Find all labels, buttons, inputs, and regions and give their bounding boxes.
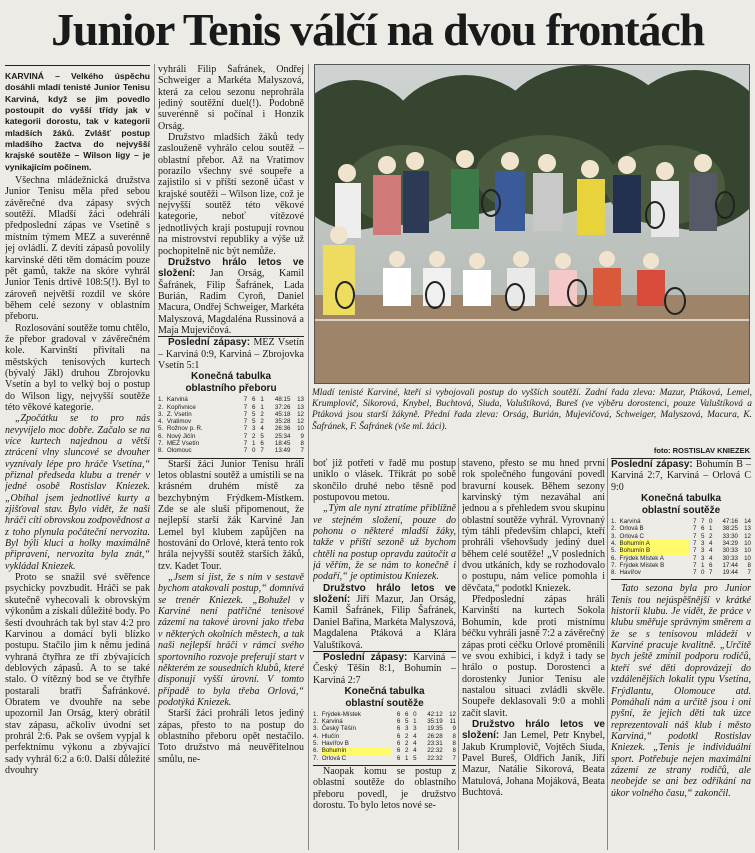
table-cell: 7. (611, 561, 617, 569)
table-row (158, 411, 304, 418)
table-cell: 6 (708, 561, 713, 569)
table-row (158, 447, 304, 454)
table-row (158, 418, 304, 425)
table-cell: 2. (158, 403, 164, 411)
roster-paragraph (462, 719, 605, 798)
paragraph: Proto se snažil své svěřence psychicky povzbudit. Hráči se pak skutečně vyhecovali k obrovským výkonům a získali důležité body. Po šesti dvouhrách tak byl stav 4:2 pro Karvinou a domácí byli blízko postupu. Stačilo jim k němu jediná vyhraná čtyřhra ze tří zbývajících deblových zápasů. A to se také stalo. O vítězný bod se ve čtyřhře postarali bratři Šafránkové. Obratem ve dvouhře na sebe upozornil Jan Orság, který obrátil stav zápasu, ačkoliv úvodní set prohrál 2:6. Pak se ovšem vypjal k perfektnímu výkonu a zbývající sady vyhrál 6:2 a 6:0. Další důležité dvouhry (5, 572, 150, 776)
table-cell: 34:29 (722, 539, 738, 547)
table-cell: 1 (260, 396, 264, 404)
table-row (611, 540, 751, 547)
results-box (158, 336, 304, 458)
table-cell: 4 (708, 554, 713, 562)
table-cell: 18:45 (274, 440, 291, 448)
team-cell: Karviná (321, 718, 343, 726)
table-cell: 1 (413, 718, 417, 726)
paragraph: Naopak komu se postup z oblastní soutěže do oblastního přeboru povedl, je družstvo dorostu. To bylo letos nové se- (313, 765, 456, 811)
table-cell: 3. (158, 410, 164, 418)
table-cell: 14 (744, 518, 751, 526)
table-cell: 2 (708, 532, 713, 540)
table-cell: 2 (405, 732, 409, 740)
team-cell: Bohumín B (619, 547, 689, 554)
table-cell: 45:18 (274, 410, 291, 418)
table-cell: 6. (313, 747, 319, 755)
table-cell: 33:30 (722, 532, 738, 540)
table-cell: 4. (611, 539, 617, 547)
table-cell: 7 (701, 518, 705, 526)
photo-caption: Mladí tenisté Karviné, kteří si vybojovali postup do vyšších soutěží. Zadní řada zleva: Mazur, Ptáková, Lemel, Krumplovič, Sikorová, Knybel, Buchtová, Siuda, Valuštíková, Bureš (ve výběru dorostenci, pouze Valuštíková a Ptáková jsou starší žákyně. Přední řada zleva: Orság, Burián, Mujevičová, Schweiger, Malyszová, Macura, K. Šafránek, F. Šafránek (vše ml. žáci). (312, 388, 752, 432)
table-cell: 8. (611, 569, 617, 577)
table-row (611, 525, 751, 532)
table-cell: 12 (297, 418, 304, 426)
table-row (158, 396, 304, 403)
table-cell: 26:28 (427, 732, 443, 740)
roster-text: Jiří Mazur, Jan Orság, Kamil Šafránek, Filip Šafránek, Daniel Bařina, Markéta Malyszová, Magdalena Ptáková a Klára Valuštíková. (313, 594, 456, 651)
table-cell: 7 (452, 754, 456, 762)
table-cell: 13:49 (274, 447, 291, 455)
team-cell: Havířov B (321, 740, 349, 748)
table-row (313, 718, 456, 725)
table-cell: 13 (297, 396, 304, 404)
table-cell: 6 (396, 710, 401, 718)
table-title: Konečná tabulka (640, 493, 722, 505)
table-cell: 7 (708, 569, 713, 577)
table-row (158, 440, 304, 447)
table-cell: 2 (260, 418, 264, 426)
table-cell: 4 (708, 547, 713, 555)
table-cell: 7 (693, 569, 697, 577)
table-cell: 2 (260, 410, 264, 418)
matches-paragraph (313, 652, 456, 686)
table-cell: 7 (693, 518, 697, 526)
column-divider (607, 458, 608, 850)
table-cell: 6 (396, 754, 401, 762)
table-cell: 19:35 (427, 725, 443, 733)
quote-paragraph: „Tým ale nyní ztratíme přiblížně ve stejném složení, pouze do pohonu o některé mladší žáky, takže v příští sezoně už bychom chtěli na postup opravdu zaútočit a já věřím, že se nám to konečně i podaří,“ je optimistou Kniezek. (313, 503, 456, 583)
table-cell: 42:12 (427, 710, 443, 718)
team-cell: Český Těšín (321, 725, 356, 733)
table-cell: 12 (297, 410, 304, 418)
column-1 (5, 64, 150, 850)
column-divider (458, 458, 459, 850)
table-row (611, 555, 751, 562)
team-cell: Vratimov (166, 418, 192, 426)
paragraph: Předposlední zápas hráli Karvinští na kurtech Sokola Bohumín, kde proti místnímu béčku vyhráli jasně 7:2 a závěrečný zápas proti céčku Orlové proměnili ve svou exhibici, i když i tady se hrálo o postup. Dorostenci a dorostenky Junior Tenisu ale nastalou situaci zvládli skvěle. Soupeře deklasovali 9:0 a mohli začít slavit. (462, 594, 605, 719)
table-cell: 2 (405, 747, 409, 755)
team-cell: Z. Vsetín (166, 410, 192, 418)
table-cell: 7 (243, 403, 248, 411)
team-cell: Havířov (619, 569, 641, 577)
table-cell: 7. (313, 754, 319, 762)
table-title: Konečná tabulka (190, 371, 272, 383)
column-divider (308, 64, 309, 850)
table-cell: 26:36 (274, 425, 291, 433)
paragraph: vyhráli Filip Šafránek, Ondřej Schweiger a Markéta Malyszová, která za celou sezonu neprohrála jediný soutěžní duel(!). Podobně suverénně si počínal i Honzik Orság. (158, 64, 304, 132)
paragraph: boť již potřetí v řadě mu postup uniklo o vlásek. Třikrát po sobě skončilo druhé nebo těsně pod postupovou metou. (313, 458, 456, 504)
team-cell: Hlučín (321, 732, 340, 740)
team-cell: Orlová B (619, 525, 644, 533)
table-cell: 7 (693, 532, 697, 540)
table-cell: 12 (449, 710, 456, 718)
table-cell: 0 (701, 569, 705, 577)
table-cell: 7 (243, 418, 248, 426)
table-row (313, 747, 456, 754)
matches-text: Bohumín B – Karviná 2:7, Karviná – Orlová C 9:0 (611, 459, 751, 493)
table-row (158, 433, 304, 440)
table-cell: 3 (252, 425, 256, 433)
table-cell: 7 (747, 569, 751, 577)
table-cell: 10 (297, 425, 304, 433)
table-cell: 6 (405, 710, 409, 718)
table-cell: 13 (744, 525, 751, 533)
matches-text: MEZ Vsetín – Karviná 0:9, Karviná – Zbrojovka Vsetín 5:1 (158, 337, 304, 371)
team-cell: Frýdek Místek A (619, 554, 664, 562)
table-row (611, 518, 751, 525)
table-row (611, 547, 751, 554)
table-cell: 3 (701, 547, 705, 555)
table-cell: 4 (413, 740, 417, 748)
table-cell: 1 (405, 754, 409, 762)
table-cell: 4 (708, 539, 713, 547)
table-cell: 7 (243, 396, 248, 404)
table-cell: 7 (693, 561, 697, 569)
table-cell: 6 (396, 740, 401, 748)
table-cell: 6 (252, 403, 256, 411)
table-cell: 9 (300, 432, 304, 440)
table-cell: 6 (396, 725, 401, 733)
table-cell: 8 (747, 561, 751, 569)
table-cell: 5. (158, 425, 164, 433)
table-cell: 6. (611, 554, 617, 562)
table-cell: 5 (260, 432, 264, 440)
table-cell: 12 (744, 532, 751, 540)
team-cell: Orlová C (321, 754, 347, 762)
table-row (313, 725, 456, 732)
paragraph: Starší žáci Junior Tenisu hráli letos oblastní soutěž a umístili se na krásném druhém místě za bezchybným Frýdkem-Místkem. Zde se ale sluší připomenout, že nejlepší starší žák Karviné Jan Lemel byl klubem zapůjčen na hostování do Orlové, která tento rok hrála nejvyšší soutěž starších žáků, tzv. Kadet Tour. (158, 458, 304, 572)
table-cell: 8 (452, 740, 456, 748)
table-subtitle: oblastního přeboru (185, 383, 277, 395)
table-cell: 2 (405, 740, 409, 748)
table-cell: 3 (413, 725, 417, 733)
table-cell: 13 (297, 403, 304, 411)
column-5 (611, 458, 751, 850)
paragraph: Starší žáci prohráli letos jediný zápas, přesto to na postup do oblastního přeboru opět nestačilo. Toto družstvo má neuvěřitelnou smůlu, ne- (158, 708, 304, 765)
table-cell: 7 (243, 425, 248, 433)
table-cell: 5 (701, 532, 705, 540)
matches-label: Poslední zápasy: (168, 337, 251, 349)
table-cell: 22:32 (427, 747, 443, 755)
table-cell: 25:34 (274, 432, 291, 440)
standings-table (611, 518, 751, 576)
table-cell: 0 (708, 518, 713, 526)
table-row (158, 425, 304, 432)
table-cell: 11 (449, 718, 456, 726)
team-cell: MEZ Vsetín (166, 440, 200, 448)
table-cell: 7 (300, 447, 304, 455)
table-cell: 9 (452, 725, 456, 733)
team-cell: Karviná (166, 396, 188, 404)
table-cell: 4 (413, 747, 417, 755)
roster-text: Jan Lemel, Petr Knybel, Jakub Krumplovič, Vojtěch Siuda, Pavel Bureš, Oldřich Janík, Jiří Mazur, Natálie Sikorová, Beata Matulová, Johana Mojáková, Beata Buchtová. (462, 730, 605, 798)
table-cell: 1 (701, 561, 705, 569)
matches-paragraph (611, 459, 751, 493)
roster-paragraph (158, 257, 304, 336)
matches-label: Poslední zápasy: (611, 459, 693, 470)
table-cell: 2. (313, 718, 319, 726)
table-cell: 30:33 (722, 554, 738, 562)
table-cell: 2. (611, 525, 617, 533)
table-cell: 4 (413, 732, 417, 740)
table-cell: 4. (313, 732, 319, 740)
table-cell: 3 (405, 725, 409, 733)
table-cell: 7 (243, 432, 248, 440)
table-row (158, 404, 304, 411)
matches-text: Karviná – Český Těšín 8:1, Bohumín – Karviná 2:7 (313, 651, 456, 686)
table-cell: 1. (313, 710, 319, 718)
table-row (313, 740, 456, 747)
table-cell: 0 (413, 710, 417, 718)
team-cell: Rožnov p. R. (166, 425, 203, 433)
roster-label: Družstvo hrálo letos ve složení: (313, 582, 456, 606)
table-cell: 23:31 (427, 740, 443, 748)
table-cell: 7 (693, 539, 697, 547)
roster-label: Družstvo hrálo letos ve složení: (462, 718, 605, 742)
team-cell: Karviná (619, 518, 641, 526)
table-cell: 1 (708, 525, 713, 533)
table-cell: 48:15 (274, 396, 291, 404)
table-cell: 1. (611, 518, 617, 526)
table-cell: 37:26 (274, 403, 291, 411)
lead-paragraph: KARVINÁ – Velkého úspěchu dosáhli mladí tenisté Junior Tenisu Karviná, když se jim povedlo postoupit do vyšší třídy jak v kategorii dorostu, tak v kategorii mladších žáků. Zvlášť postup mladšího žactva do nejvyšší krajské soutěže – Wilson ligy – je vynikajícím počinem. (5, 71, 150, 172)
table-cell: 19:44 (722, 569, 738, 577)
standings-table (158, 396, 304, 454)
table-cell: 4. (158, 418, 164, 426)
table-cell: 8 (452, 732, 456, 740)
table-title: Konečná tabulka (344, 685, 425, 697)
roster-paragraph (313, 583, 456, 651)
table-row (313, 755, 456, 762)
table-subtitle: oblastní soutěže (641, 505, 721, 517)
table-row (611, 562, 751, 569)
table-cell: 7 (693, 554, 697, 562)
table-cell: 5. (611, 547, 617, 555)
table-cell: 17:44 (722, 561, 738, 569)
table-cell: 7 (693, 525, 697, 533)
table-cell: 35:28 (274, 418, 291, 426)
table-cell: 6 (396, 718, 401, 726)
team-cell: Frýdek Místek B (619, 561, 665, 569)
table-cell: 4 (260, 425, 264, 433)
lead-rule (5, 65, 150, 68)
table-cell: 5 (413, 754, 417, 762)
table-cell: 3 (701, 539, 705, 547)
table-cell: 6 (260, 440, 264, 448)
team-cell: Nový Jičín (166, 432, 196, 440)
team-cell: Orlová C (619, 532, 644, 540)
table-cell: 3. (611, 532, 617, 540)
column-3 (313, 458, 456, 850)
table-cell: 47:16 (722, 518, 738, 526)
photo-credit: foto: ROSTISLAV KNIEZEK (653, 446, 750, 455)
results-box (313, 651, 456, 766)
table-cell: 6 (396, 747, 401, 755)
table-cell: 35:19 (427, 718, 443, 726)
standings-body (158, 396, 304, 454)
standings-body (313, 711, 456, 762)
quote-paragraph: „Zpočátku se to pro nás nevyvíjelo moc dobře. Začalo se na více kurtech najednou a větší ztrácení vlny sluncové se dvouher vyznívaly lépe pro hráče Vsetína,“ přiznal předseda klubu a trenér v jedné osobě Rostislav Kniezek. „Obíhal jsem jednotlivé kurty a zjišťoval stav. Bylo vidět, že naši hráči cítí obrovskou zodpovědnost a z toho plynula počáteční nervozita. Byl býli kluci a holky maximálně připravení, nervozita byla znát,“ vykládal Kniezek. (5, 413, 150, 572)
results-box (611, 458, 751, 580)
table-cell: 6. (158, 432, 164, 440)
team-cell: Bohumín (321, 747, 393, 754)
team-photo-image (315, 65, 750, 384)
table-cell: 6 (252, 396, 256, 404)
table-cell: 7 (243, 447, 248, 455)
table-cell: 7 (243, 410, 248, 418)
table-subtitle: oblastní soutěže (345, 697, 424, 709)
table-cell: 5 (252, 418, 256, 426)
table-row (611, 569, 751, 576)
paragraph: Tato sezona byla pro Junior Tenis tou nejúspěšnější v krátké historii klubu. Je vidět, že práce v klubu směřuje správným směrem a že se s tenisovou mládeží v Karviné pracuje kvalitně. „Určitě bych ještě zmínil podporu rodičů, kteří své děti doprovázejí do vzdálenějších lokalit typu Vsetína, Frýdlantu, Olomouce atd. Pomáhali nám a určitě jsou i oni pyšní, že jejich děti tak úzce reprezentovali náš klub i město Karviná,“ podotkl Rostislav Kniezek. „Tenis je individuální sport. Potřebuje nejen maximální zázemí ze strany rodičů, ale neobejde se ani bez odříkání na úkor volného času,“ zakončil. (611, 583, 751, 799)
table-row (313, 711, 456, 718)
team-cell: Frýdek-Místek (321, 710, 361, 718)
table-cell: 5 (405, 718, 409, 726)
standings-body (611, 518, 751, 576)
matches-paragraph (158, 337, 304, 371)
table-cell: 22:32 (427, 754, 443, 762)
table-cell: 38:25 (722, 525, 738, 533)
quote-paragraph: „Jsem si jist, že s ním v sestavě bychom atakovali postup,“ domnívá se trenér Kniezek. „Bohužel v Karviné není patřičné tenisové zázemí na takové úrovni jako třeba v některých okolních městech, a tak naši nejlepší hráči v rámci svého sportovního rozvoje preferují start v některém ze sousedních klubů, které disponují vyšší úrovní. V tomto případě to byla třeba Orlová,“ podotýká Kniezek. (158, 572, 304, 708)
team-cell: Kopřivnice (166, 403, 196, 411)
paragraph: Družstvo mladších žáků tedy zaslouženě vyhrálo celou soutěž – oblastní přebor. Až na Vratimov porazilo všechny své soupeře a zajistilo si v příští sezoně účast v krajské soutěži – Wilson lize, což je nejvyšší soutěž této věkové kategorie, neboť vítězové jednotlivých kraji postupují rovnou na mistrovství republiky a výše už pochopitelně nic být nemůže. (158, 132, 304, 257)
table-cell: 7. (158, 440, 164, 448)
headline: Junior Tenis válčí na dvou frontách (51, 4, 704, 55)
standings-table (313, 711, 456, 762)
table-cell: 1 (260, 403, 264, 411)
table-cell: 10 (744, 547, 751, 555)
table-cell: 8. (158, 447, 164, 455)
table-cell: 1 (252, 440, 256, 448)
team-cell: Bohumín A (619, 540, 689, 547)
table-cell: 8 (452, 747, 456, 755)
paragraph: Všechna mládežnická družstva Junior Tenisu měla před sebou závěrečné dva zápasy svých soutěží. Mladší žáci odehráli předposlední zápas ve Vsetíně s místním týmem MEZ a suverénně jej ovládli. Z devíti zápasů povolily karvinské děti těm domácím pouze pět gamů, takže na skóre vyhrál Junior Tenis drtivě 108:5(!). Byl to zároveň největší rozdíl ve skóre během celé sezony v oblastním přeboru. (5, 175, 150, 323)
table-cell: 2 (252, 432, 256, 440)
column-2 (158, 64, 304, 850)
table-cell: 3 (701, 554, 705, 562)
roster-text: Jan Orság, Kamil Šafránek, Filip Šafránek, Lada Burián, Radim Cyroň, Daniel Macura, Ondřej Schweiger, Markéta Malyszová, Magdaléna Russinová a Maja Mujevičová. (158, 268, 304, 336)
table-cell: 10 (744, 539, 751, 547)
table-cell: 3. (313, 725, 319, 733)
table-cell: 1. (158, 396, 164, 404)
table-cell: 5. (313, 740, 319, 748)
column-divider (154, 64, 155, 850)
table-cell: 7 (260, 447, 264, 455)
table-cell: 7 (243, 440, 248, 448)
table-cell: 7 (693, 547, 697, 555)
matches-label: Poslední zápasy: (323, 651, 408, 663)
table-cell: 6 (396, 732, 401, 740)
team-photo (314, 64, 750, 384)
roster-label: Družstvo hrálo letos ve složení: (158, 256, 304, 280)
table-cell: 0 (252, 447, 256, 455)
table-cell: 30:33 (722, 547, 738, 555)
column-4 (462, 458, 605, 850)
paragraph: Rozlosování soutěže tomu chtělo, že přebor gradoval v závěrečném kole. Karvinští přivítali na městských tenisových kurtech (bývalý Jäkl) druhou Zbrojovku Vsetín a byl to velký boj o postup do Wilson ligy, nejvyšší soutěže této věkové kategorie. (5, 322, 150, 413)
team-cell: Olomouc (166, 447, 192, 455)
table-cell: 5 (252, 410, 256, 418)
table-cell: 10 (744, 554, 751, 562)
table-row (611, 533, 751, 540)
table-cell: 6 (701, 525, 705, 533)
paragraph: staveno, přesto se mu hned první rok společného fungování povedl bravurní kousek. Během sezony karvinský tým nezaváhal ani jednou a s přehledem svou skupinu oblastní soutěže vyhrál. Vyrovnaný tým táhli především chlapci, kteří prohráli všehovšudy jediný duel během celé soutěže! „V posledních dvou utkáních, kdy se rozhodovalo o postupu, nám velice pomohla i děvčata,“ podotkl Kniezek. (462, 458, 605, 594)
table-row (313, 733, 456, 740)
table-cell: 8 (300, 440, 304, 448)
